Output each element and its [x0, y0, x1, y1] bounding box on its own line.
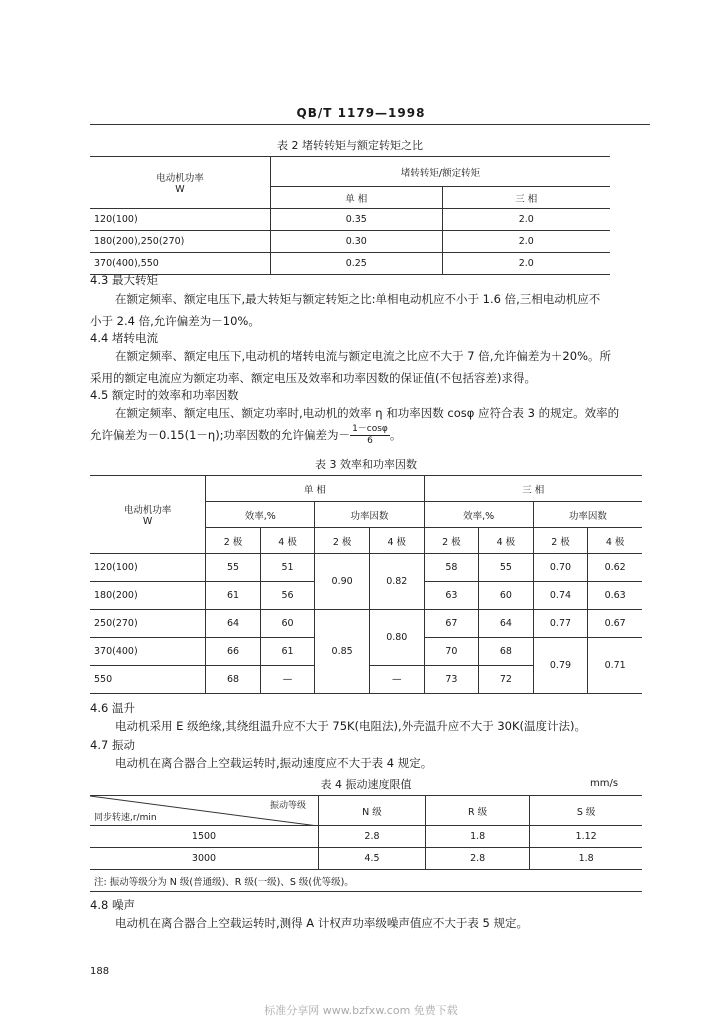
fraction — [350, 424, 390, 447]
table4-grade-header: R 级 — [425, 796, 529, 826]
table3-cell: 61 — [206, 582, 261, 610]
paragraph-line — [90, 424, 650, 447]
fraction-denominator: 6 — [367, 436, 373, 446]
table3-three-eff-header: 效率,% — [424, 502, 533, 528]
table3-cell: 0.80 — [369, 610, 424, 666]
table3-cell: 68 — [206, 666, 261, 694]
table2-power-label: 电动机功率 — [156, 173, 204, 184]
table-row — [90, 209, 610, 231]
watermark: 标准分享网 www.bzfxw.com 免费下载 — [264, 1004, 458, 1017]
table3-pole-header: 4 极 — [369, 528, 424, 554]
table3-cell: 0.82 — [369, 554, 424, 610]
paragraph-line: 电动机在离合器合上空载运转时,测得 A 计权声功率级噪声值应不大于表 5 规定。 — [115, 916, 528, 930]
table3-cell: 60 — [260, 610, 315, 638]
paragraph-line: 采用的额定电流应为额定功率、额定电压及效率和功率因数的保证值(不包括容差)求得。 — [90, 371, 536, 385]
table2-single-header: 单 相 — [271, 187, 443, 209]
table4-speed-cell: 1500 — [90, 826, 319, 848]
section-4-6-heading: 4.6 温升 — [90, 701, 135, 715]
paragraph-line: 在额定频率、额定电压下,最大转矩与额定转矩之比:单相电动机应不小于 1.6 倍,三相电动机应不 — [115, 292, 601, 306]
table3-cell: 0.74 — [533, 582, 588, 610]
table3-single-header: 单 相 — [206, 476, 424, 502]
table3-pole-header: 4 极 — [260, 528, 315, 554]
table4-cell: 1.8 — [425, 826, 529, 848]
table-row — [90, 610, 642, 638]
section-4-8-heading: 4.8 噪声 — [90, 898, 135, 912]
paragraph-line: 在额定频率、额定电压、额定功率时,电动机的效率 η 和功率因数 cosφ 应符合表 3 的规定。效率的 — [115, 406, 620, 420]
table2-three-cell: 2.0 — [442, 209, 610, 231]
table-row — [90, 253, 610, 275]
table3-pole-header: 2 极 — [206, 528, 261, 554]
table3-cell: 55 — [479, 554, 534, 582]
table4 — [90, 795, 642, 892]
table3-power-cell: 250(270) — [90, 610, 206, 638]
table2-ratio-header: 堵转转矩/额定转矩 — [271, 157, 611, 187]
table2-power-header — [90, 157, 271, 209]
table3-cell: — — [260, 666, 315, 694]
table4-cell: 2.8 — [425, 848, 529, 870]
table3-power-unit: W — [142, 516, 153, 527]
table3-cell: 70 — [424, 638, 479, 666]
table2-power-unit: W — [175, 184, 185, 195]
table3-cell: 0.90 — [315, 554, 370, 610]
table2-power-cell: 120(100) — [90, 209, 271, 231]
table3-cell: 51 — [260, 554, 315, 582]
section-4-4-text — [90, 345, 650, 389]
table4-cell: 1.12 — [530, 826, 642, 848]
table4-speed-label: 同步转速,r/min — [94, 813, 157, 823]
table3-cell: 0.79 — [533, 638, 588, 694]
table3-cell: 60 — [479, 582, 534, 610]
table2-single-cell: 0.25 — [271, 253, 443, 275]
section-4-8-text — [90, 912, 650, 934]
table3-cell: 0.77 — [533, 610, 588, 638]
table3-cell: 61 — [260, 638, 315, 666]
table3-cell: 63 — [424, 582, 479, 610]
table4-grade-label: 振动等级 — [269, 801, 306, 811]
table2-single-cell: 0.35 — [271, 209, 443, 231]
section-4-6-text — [90, 715, 650, 737]
fraction-numerator: 1－cosφ — [352, 424, 388, 434]
section-4-4-heading: 4.4 堵转电流 — [90, 331, 158, 345]
paragraph-line: 在额定频率、额定电压下,电动机的堵转电流与额定电流之比应不大于 7 倍,允许偏差为＋20%。所 — [115, 349, 611, 363]
section-4-7-text — [90, 752, 650, 774]
table3-cell: 0.71 — [588, 638, 642, 694]
table3-power-label: 电动机功率 — [123, 505, 172, 516]
table2-power-cell: 370(400),550 — [90, 253, 271, 275]
section-4-3-heading: 4.3 最大转矩 — [90, 273, 158, 287]
section-4-3-text — [90, 288, 650, 332]
table3-power-cell: 120(100) — [90, 554, 206, 582]
table4-caption: 表 4 振动速度限值 — [320, 778, 412, 791]
table3-cell: 58 — [424, 554, 479, 582]
header-rule — [90, 124, 650, 125]
table4-grade-header: S 级 — [530, 796, 642, 826]
table3-power-cell: 180(200) — [90, 582, 206, 610]
table3-cell: 0.62 — [588, 554, 642, 582]
table2-three-header: 三 相 — [442, 187, 610, 209]
table4-speed-cell: 3000 — [90, 848, 319, 870]
paragraph-line: 小于 2.4 倍,允许偏差为－10%。 — [90, 314, 260, 328]
table3-cell: 72 — [479, 666, 534, 694]
table3-pole-header: 4 极 — [479, 528, 534, 554]
table3-cell: — — [369, 666, 424, 694]
table3-pole-header: 2 极 — [315, 528, 370, 554]
table3-cell: 55 — [206, 554, 261, 582]
paragraph-text: 。 — [389, 428, 402, 442]
table3-power-header — [90, 476, 206, 554]
table3-single-eff-header: 效率,% — [206, 502, 315, 528]
table-row — [90, 554, 642, 582]
table4-unit: mm/s — [590, 778, 619, 789]
table3-caption: 表 3 效率和功率因数 — [315, 458, 417, 471]
table3-cell: 0.70 — [533, 554, 588, 582]
table2-three-cell: 2.0 — [442, 253, 610, 275]
table4-note: 注: 振动等级分为 N 级(普通级)、R 级(一级)、S 级(优等级)。 — [90, 870, 642, 892]
table2 — [90, 156, 610, 275]
page-number: 188 — [90, 966, 110, 977]
table4-cell: 4.5 — [319, 848, 426, 870]
table-row — [90, 231, 610, 253]
paragraph-text: 允许偏差为－0.15(1－η);功率因数的允许偏差为－ — [90, 428, 351, 442]
table3-cell: 0.63 — [588, 582, 642, 610]
section-4-5-text — [90, 402, 650, 447]
table3-three-header: 三 相 — [424, 476, 642, 502]
table2-single-cell: 0.30 — [271, 231, 443, 253]
table3-cell: 67 — [424, 610, 479, 638]
table3-cell: 0.85 — [315, 610, 370, 694]
table4-cell: 1.8 — [530, 848, 642, 870]
section-4-7-heading: 4.7 振动 — [90, 738, 135, 752]
table-row — [90, 848, 642, 870]
table4-cell: 2.8 — [319, 826, 426, 848]
table2-caption: 表 2 堵转转矩与额定转矩之比 — [277, 139, 423, 152]
table3-pole-header: 4 极 — [588, 528, 642, 554]
table3-cell: 66 — [206, 638, 261, 666]
table3-cell: 68 — [479, 638, 534, 666]
paragraph-line: 电动机在离合器合上空载运转时,振动速度应不大于表 4 规定。 — [115, 756, 433, 770]
table-row — [90, 826, 642, 848]
table3-pole-header: 2 极 — [533, 528, 588, 554]
section-4-5-heading: 4.5 额定时的效率和功率因数 — [90, 388, 239, 402]
table4-grade-header: N 级 — [319, 796, 426, 826]
table2-power-cell: 180(200),250(270) — [90, 231, 271, 253]
table3-cell: 73 — [424, 666, 479, 694]
standard-code-header: QB/T 1179—1998 — [296, 106, 426, 120]
table3-single-pf-header: 功率因数 — [315, 502, 424, 528]
table4-diagonal-header — [90, 796, 319, 826]
paragraph-line: 电动机采用 E 级绝缘,其绕组温升应不大于 75K(电阻法),外壳温升应不大于 30K(温度计法)。 — [115, 719, 586, 733]
table2-three-cell: 2.0 — [442, 231, 610, 253]
table3-power-cell: 550 — [90, 666, 206, 694]
table3-cell: 56 — [260, 582, 315, 610]
table3-power-cell: 370(400) — [90, 638, 206, 666]
table3-three-pf-header: 功率因数 — [533, 502, 642, 528]
table3-cell: 64 — [206, 610, 261, 638]
table3-cell: 0.67 — [588, 610, 642, 638]
table3-pole-header: 2 极 — [424, 528, 479, 554]
table3-cell: 64 — [479, 610, 534, 638]
table3 — [90, 475, 642, 694]
